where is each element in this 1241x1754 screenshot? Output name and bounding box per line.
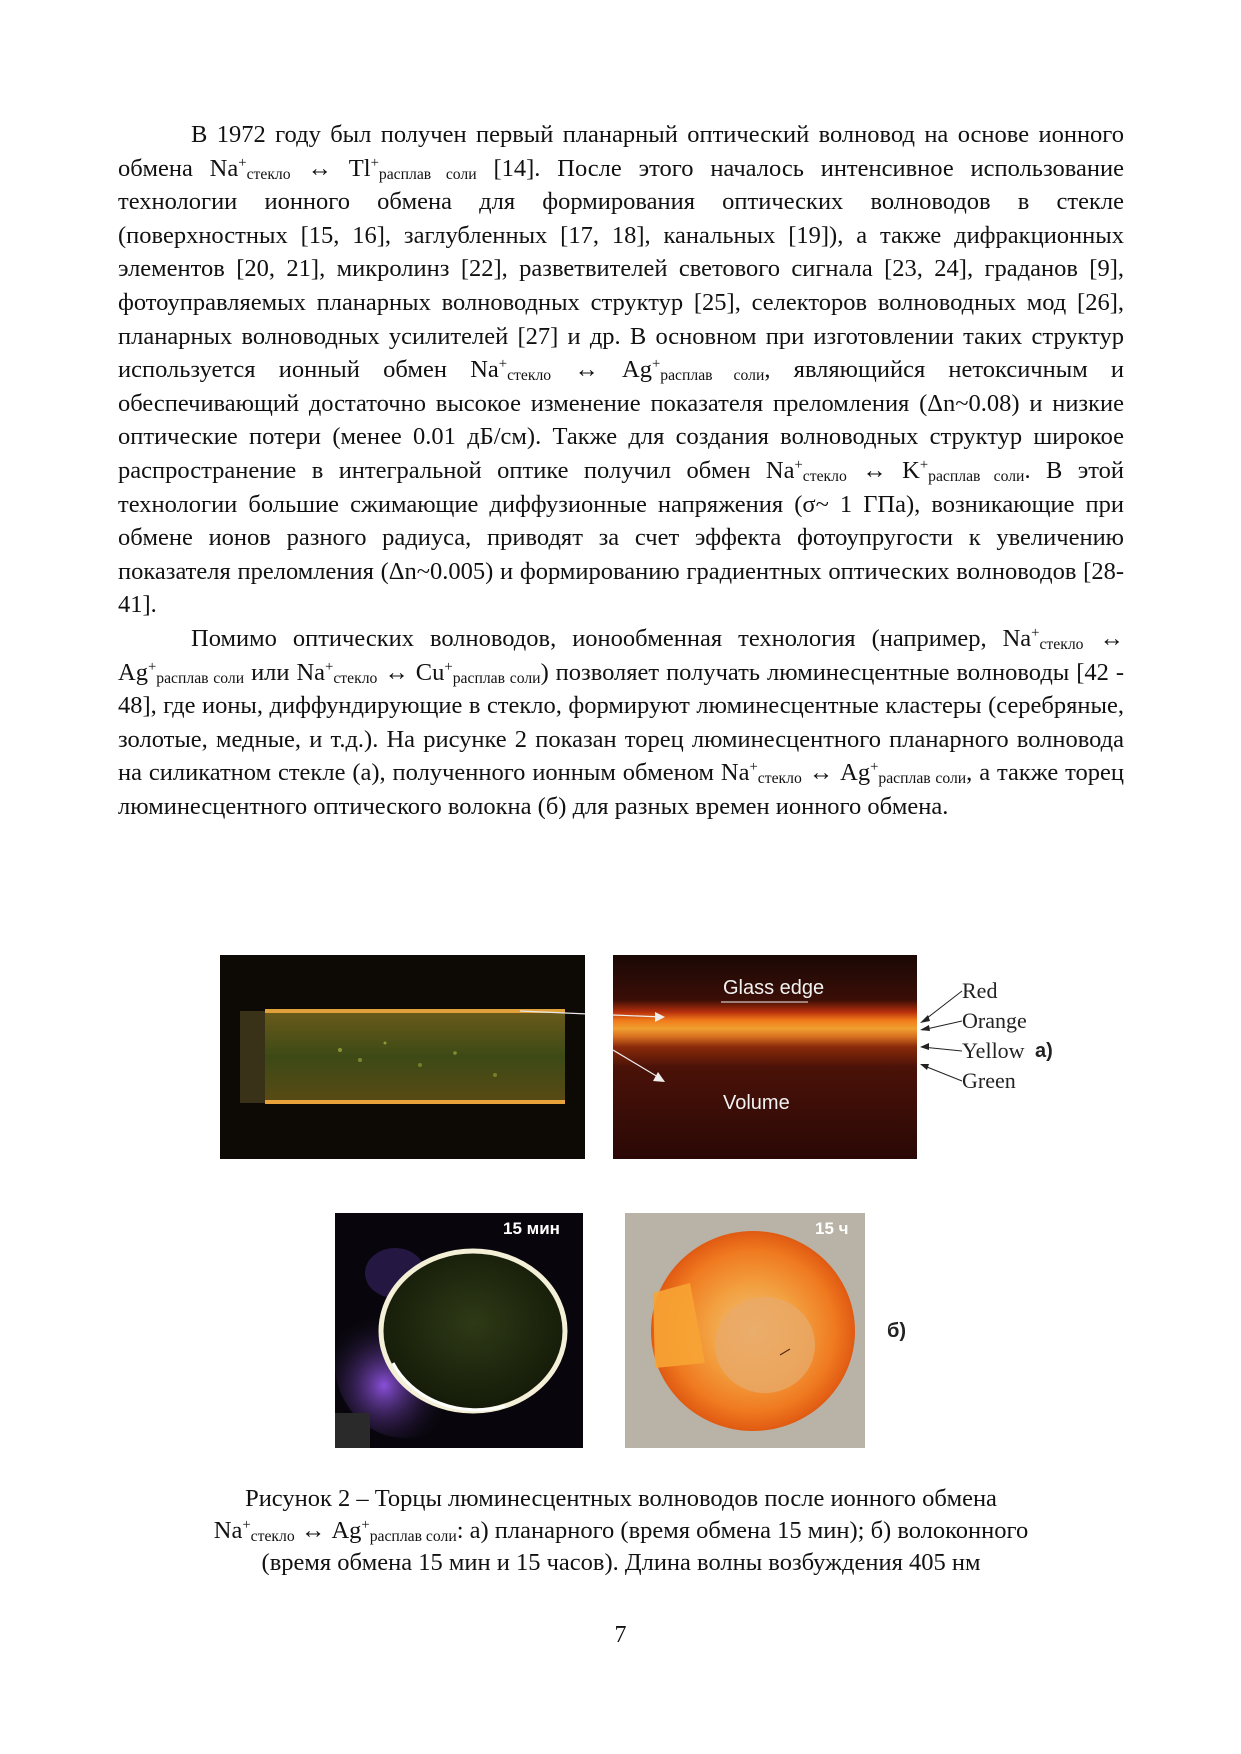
- time-15min-label: 15 мин: [503, 1219, 560, 1238]
- legend-yellow: Yellow: [962, 1038, 1025, 1063]
- text: ↔ Ag: [551, 356, 652, 384]
- subscript: расплав соли: [378, 165, 477, 183]
- text: . В этой технологии большие сжимающие диффузионные напряжения (σ~ 1 ГПа), возникающие при обмене ионов разного радиуса, приводят за счет эффекта фотоупругости к увеличению показателя преломления (Δn~0.005) и формированию градиентных оптических волноводов [28-41].: [118, 456, 1124, 619]
- subscript: расплав соли: [156, 669, 245, 687]
- caption-line-3: (время обмена 15 мин и 15 часов). Длина волны возбуждения 405 нм: [261, 1549, 981, 1576]
- subscript: стекло: [757, 770, 802, 788]
- subscript: расплав соли: [928, 467, 1025, 485]
- subscript: расплав соли: [452, 669, 541, 687]
- text: ↔ K: [846, 456, 920, 484]
- fiber-15h-image: [625, 1213, 865, 1448]
- subscript: стекло: [250, 1528, 295, 1545]
- planar-waveguide-image: [220, 955, 585, 1159]
- superscript: +: [749, 759, 758, 776]
- text: , а также торец люминесцентного оптического волокна (б) для разных времен ионного обмена.: [118, 759, 1124, 820]
- text: или Na: [244, 658, 326, 686]
- volume-label: Volume: [723, 1092, 790, 1114]
- text: ↔ Ag: [118, 624, 1125, 686]
- panel-b-label: б): [887, 1320, 907, 1342]
- superscript: +: [498, 356, 508, 373]
- subscript: стекло: [1039, 635, 1084, 653]
- subscript: расплав соли: [878, 770, 967, 788]
- caption-line-1: Рисунок 2 – Торцы люминесцентных волноводов после ионного обмена: [245, 1485, 997, 1512]
- superscript: +: [325, 658, 334, 675]
- superscript: +: [147, 658, 157, 675]
- planar-waveguide-photo: [220, 955, 585, 1159]
- superscript: +: [361, 1517, 370, 1533]
- superscript: +: [794, 456, 803, 473]
- body-text: [118, 118, 1124, 823]
- legend-green: Green: [962, 1068, 1016, 1093]
- subscript: стекло: [246, 165, 291, 183]
- superscript: +: [238, 154, 247, 171]
- figure-caption: [118, 1483, 1124, 1579]
- fiber-15min-image: [335, 1213, 583, 1448]
- text: [14]. После этого началось интенсивное использование технологии ионного обмена для формирования оптических волноводов в стекле (поверхностных [15, 16], заглубленных [17, 18], канальных [19]), а также дифракционных элементов [20, 21], микролинз [22], разветвителей светового сигнала [23, 24], граданов [9], фотоуправляемых планарных волноводных структур [25], селекторов волноводных мод [26], планарных волноводных усилителей [27] и др. В основном при изготовлении таких структур используется ионный обмен Na: [118, 154, 1124, 384]
- superscript: +: [1031, 624, 1040, 641]
- legend-red: Red: [962, 978, 998, 1003]
- superscript: +: [242, 1517, 251, 1533]
- paragraph-2: [118, 622, 1124, 824]
- subscript: расплав соли: [660, 367, 765, 385]
- panel-a-label: а): [1035, 1040, 1053, 1062]
- subscript: стекло: [802, 467, 847, 485]
- text: ) позволяет получать люминесцентные волноводы [42 - 48], где ионы, диффундирующие в стекло, формируют люминесцентные кластеры (серебряные, золотые, медные, и т.д.). На рисунке 2 показан торец люминесцентного планарного волновода на силикатном стекле (а), полученного ионным обменом Na: [118, 658, 1124, 787]
- superscript: +: [444, 658, 453, 675]
- superscript: +: [370, 154, 379, 171]
- subscript: стекло: [333, 669, 378, 687]
- subscript: стекло: [507, 367, 552, 385]
- glass-edge-label: Glass edge: [723, 977, 825, 999]
- superscript: +: [870, 759, 879, 776]
- superscript: +: [651, 356, 661, 373]
- text: В 1972 году был получен первый планарный оптический волновод на основе ионного обмена Na: [118, 121, 1124, 182]
- text: ↔ Ag: [801, 759, 871, 787]
- text: ↔ Cu: [377, 658, 445, 686]
- text: Помимо оптических волноводов, ионообменная технология (например, Na: [191, 624, 1032, 652]
- superscript: +: [919, 456, 929, 473]
- fiber-15h-photo: [625, 1213, 865, 1448]
- glass-edge-photo: [613, 955, 917, 1159]
- caption-line-2: [118, 1515, 1124, 1547]
- subscript: расплав соли: [369, 1528, 457, 1545]
- time-15h-label: 15 ч: [815, 1219, 849, 1238]
- legend-orange: Orange: [962, 1008, 1027, 1033]
- text: , являющийся нетоксичным и обеспечивающий достаточно высокое изменение показателя преломления (Δn~0.08) и низкие оптические потери (менее 0.01 дБ/см). Также для создания волноводных структур широкое распространение в интегральной оптике получил обмен Na: [118, 356, 1124, 484]
- text: ↔ Tl: [290, 154, 371, 182]
- page-number: 7: [614, 1622, 627, 1648]
- paragraph-1: [118, 118, 1124, 622]
- fiber-15min-photo: [335, 1213, 583, 1448]
- text: Na: [213, 1517, 243, 1544]
- text: : а) планарного (время обмена 15 мин); б) волоконного: [456, 1517, 1029, 1544]
- legend-arrows: [918, 985, 966, 1085]
- text: ↔ Ag: [294, 1517, 362, 1544]
